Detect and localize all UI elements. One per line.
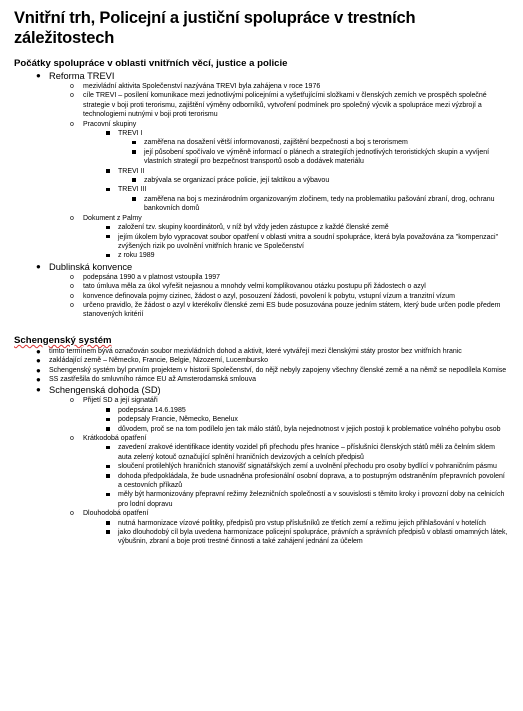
bullet-icon: ● [36,365,41,375]
list-item: ● zakládající země – Německo, Francie, Belgie, Nizozemí, Lucembursko [36,356,269,366]
list-item: zaměřena na boj s mezinárodním organizovaným zločinem, tedy na problematiku pašování zbraní, drog, ochranu bankovních domů [14,195,509,214]
list-item: její působení spočívalo ve výměně informací o plánech a strategiích jednotlivých teroristických skupin a vyvíjení vlastních strategií pro bezpečnost transportů osob a dodávek materiálu [14,148,509,167]
list-item: o konvence definovala pojmy cizinec, žádost o azyl, posouzení žádosti, povolení k pobytu, vstupní vízum a tranzitní vízum [70,292,455,300]
square-bullet-icon [106,472,110,481]
bullet-icon: ● [36,261,41,271]
list-item: TREVI I [14,129,509,138]
list-item: jejím úkolem bylo vypracovat soubor opatření v oblasti vnitra a soudní spolupráce, která byla považována za "kompenzaci" zvýšených rizik po uvolnění vnitřních hranic ve Společenství [14,233,509,252]
square-bullet-icon [106,223,110,232]
bullet-icon: ● [36,346,41,356]
square-bullet-icon [132,148,136,157]
bullet-icon: ● [36,374,41,384]
square-bullet-icon [132,176,136,185]
list-item: dohoda předpokládala, že bude usnadněna profesionální osobní doprava, a to postupným odstraněním přepravních povolení a cestovních příkazů [14,472,509,491]
circle-bullet-icon: o [70,283,74,291]
circle-bullet-icon: o [70,92,74,100]
square-bullet-icon [106,490,110,499]
document-title: Vnitřní trh, Policejní a justiční spolupráce v trestních záležitostech [14,9,416,47]
square-bullet-icon [106,519,110,528]
list-item: založení tzv. skupiny koordinátorů, v níž byl vždy jeden zástupce z každé členské země [14,223,509,232]
list-item: o cíle TREVI – posílení komunikace mezi jednotlivými policejními a vyšetřujícími složkami v členských zemích ve prospěch společné strategie v boji proti terorismu, zajištění výměny odborníků, vytvoření podmínek pro společný výcvik a spolupráce mezi výzbrojí a technologiemi nutnými v boji proti terorismu [70,92,487,119]
circle-bullet-icon: o [70,120,74,128]
square-bullet-icon [106,233,110,242]
bullet-icon: ● [36,356,41,366]
list-item: o podepsána 1990 a v platnost vstoupila 1997 [70,273,220,281]
square-bullet-icon [106,415,110,424]
bullet-icon: ● [36,385,41,395]
list-item: ● Reforma TREVI [36,71,115,81]
list-item: o tato úmluva měla za úkol vyřešit nejasnou a mnohdy velmi komplikovanou otázku postupu při žádostech o azyl [70,283,426,291]
list-item: o určeno pravidlo, že žádost o azyl v kterékoliv členské zemi ES bude posuzována pouze jedním státem, který bude určen podle předem stanovených kritérií [70,301,501,319]
square-bullet-icon [132,195,136,204]
list-item: ● Dublinská konvence [36,261,133,272]
list-item: zavedení zrakové identifikace identity vozidel při přechodu přes hranice – příslušníci členských států měli za čelním sklem auta zelený kotouč označující splnění hraničních devizových a celních předpisů [14,443,509,462]
list-item: o Krátkodobá opatření [70,435,147,442]
section-heading-beginnings: Počátky spolupráce v oblasti vnitřních věcí, justice a policie [14,58,288,69]
list-item: podepsaly Francie, Německo, Benelux [14,415,509,424]
section-list-schengen [14,347,509,547]
square-bullet-icon [106,167,110,176]
section-heading-schengen: Schengenský systém [14,334,112,346]
list-item: jako dlouhodobý cíl byla uvedena harmonizace policejní spolupráce, právních a správních předpisů v oblasti omamných látek, výbušnin, zbraní a boje proti trestné činnosti a také zahájení jednání za účelem [14,528,509,547]
list-item: o Dlouhodobá opatření [70,510,149,518]
square-bullet-icon [106,185,110,194]
list-item: o Pracovní skupiny [70,120,137,128]
bullet-icon: ● [36,71,41,80]
list-item: o Přijetí SD a její signatáři [70,397,158,405]
list-item: ● SS zastřešila do smluvního rámce EU až Amsterodamská smlouva [36,374,256,384]
list-item: měly být harmonizovány přepravní režimy železničních společností a v souvislosti s těmito kroky i provozní doby na celnicích pro lodní dopravu [14,490,509,509]
list-item: o mezivládní aktivita Společenství nazývána TREVI byla zahájena v roce 1976 [70,83,321,90]
circle-bullet-icon: o [70,83,74,90]
square-bullet-icon [106,129,110,138]
square-bullet-icon [132,138,136,147]
list-item: podepsána 14.6.1985 [14,406,509,415]
list-item: o Dokument z Palmy [70,214,142,222]
circle-bullet-icon: o [70,435,74,442]
list-item: ● tímto termínem bývá označován soubor mezivládních dohod a aktivit, které vytvářejí mezi členskými státy prostor bez vnitřních hranic [36,346,462,356]
square-bullet-icon [106,251,110,260]
list-item: nutná harmonizace vízové politiky, předpisů pro vstup příslušníků ze třetích zemí a režimu jejich přihlašování v hotelích [14,519,509,528]
square-bullet-icon [106,406,110,415]
circle-bullet-icon: o [70,510,74,518]
square-bullet-icon [106,462,110,471]
list-item: sloučení protilehlých hraničních stanovišť signatářských zemí a uvolnění přechodu pro osoby bydlící v pohraničním pásmu [14,462,509,471]
square-bullet-icon [106,425,110,434]
list-item: TREVI III [14,185,509,194]
circle-bullet-icon: o [70,292,74,300]
circle-bullet-icon: o [70,397,74,405]
list-item: zaměřena na dosažení větší informovanosti, zajištění bezpečnosti a boj s terorismem [14,138,509,147]
square-bullet-icon [106,443,110,452]
list-item: TREVI II [14,167,509,176]
list-item: ● Schengenský systém byl prvním projektem v historii Společenství, do nějž nebyly zapojeny všechny členské země a na němž se nepodílela Komise [36,365,507,375]
circle-bullet-icon: o [70,301,74,309]
circle-bullet-icon: o [70,214,74,222]
circle-bullet-icon: o [70,273,74,281]
list-item: důvodem, proč se na tom podílelo jen tak málo států, byla nejednotnost v jejich postoji k problematice volného pohybu osob [14,425,509,434]
list-item: ● Schengenská dohoda (SD) [36,385,161,396]
list-item: zabývala se organizací práce policie, její taktikou a výbavou [14,176,509,185]
section-list-beginnings [14,70,509,320]
list-item: z roku 1989 [14,251,509,260]
square-bullet-icon [106,528,110,537]
